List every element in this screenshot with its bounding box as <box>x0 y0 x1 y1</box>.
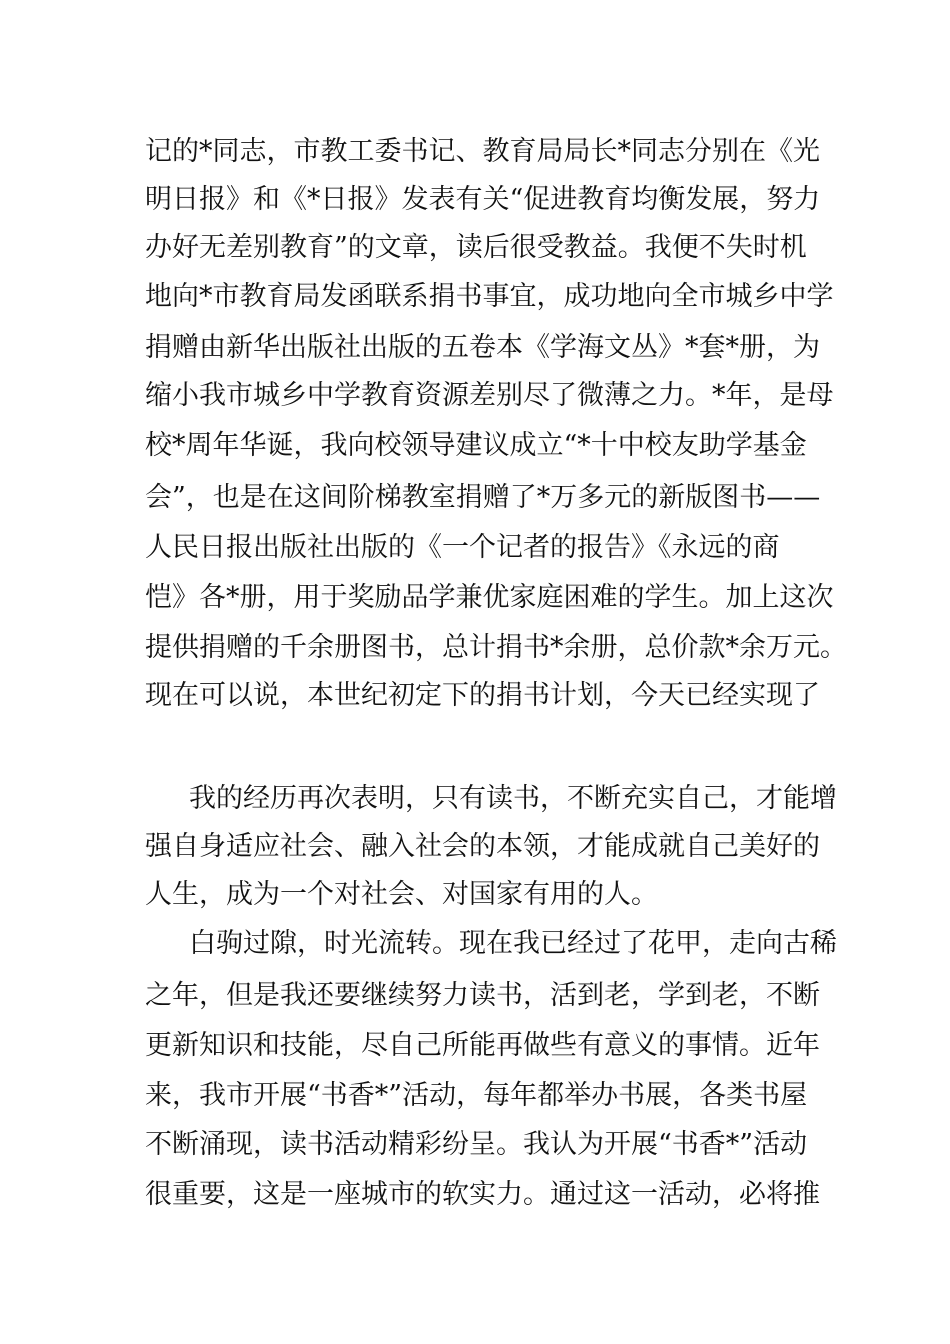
text-line: 更新知识和技能，尽自己所能再做些有意义的事情。近年 <box>145 1030 820 1061</box>
text-line: 地向*市教育局发函联系捐书事宜，成功地向全市城乡中学 <box>145 281 834 312</box>
text-line: 明日报》和《*日报》发表有关“促进教育均衡发展，努力 <box>145 184 821 215</box>
text-line: 会”，也是在这间阶梯教室捐赠了*万多元的新版图书—— <box>145 482 821 513</box>
text-line: 很重要，这是一座城市的软实力。通过这一活动，必将推 <box>145 1179 820 1210</box>
text-line: 校*周年华诞，我向校领导建议成立“*十中校友助学基金 <box>145 430 807 461</box>
text-line: 强自身适应社会、融入社会的本领，才能成就自己美好的 <box>145 831 820 862</box>
text-line: 不断涌现，读书活动精彩纷呈。我认为开展“书香*”活动 <box>145 1129 808 1160</box>
text-line: 现在可以说，本世纪初定下的捐书计划，今天已经实现了 <box>145 680 820 711</box>
text-line: 人生，成为一个对社会、对国家有用的人。 <box>145 879 658 910</box>
text-line: 记的*同志，市教工委书记、教育局局长*同志分别在《光 <box>145 136 820 167</box>
text-line: 来，我市开展“书香*”活动，每年都举办书展，各类书屋 <box>145 1080 808 1111</box>
text-line: 之年，但是我还要继续努力读书，活到老，学到老，不断 <box>145 980 820 1011</box>
text-line: 我的经历再次表明，只有读书，不断充实自己，才能增 <box>189 783 837 814</box>
text-line: 恺》各*册，用于奖励品学兼优家庭困难的学生。加上这次 <box>145 582 834 613</box>
text-line: 白驹过隙，时光流转。现在我已经过了花甲，走向古稀 <box>189 928 837 959</box>
text-line: 办好无差别教育”的文章，读后很受教益。我便不失时机 <box>145 232 807 263</box>
text-line: 人民日报出版社出版的《一个记者的报告》《永远的商 <box>145 532 780 563</box>
text-line: 提供捐赠的千余册图书，总计捐书*余册，总价款*余万元。 <box>145 632 847 663</box>
text-line: 缩小我市城乡中学教育资源差别尽了微薄之力。*年，是母 <box>145 380 834 411</box>
text-line: 捐赠由新华出版社出版的五卷本《学海文丛》*套*册，为 <box>145 332 820 363</box>
